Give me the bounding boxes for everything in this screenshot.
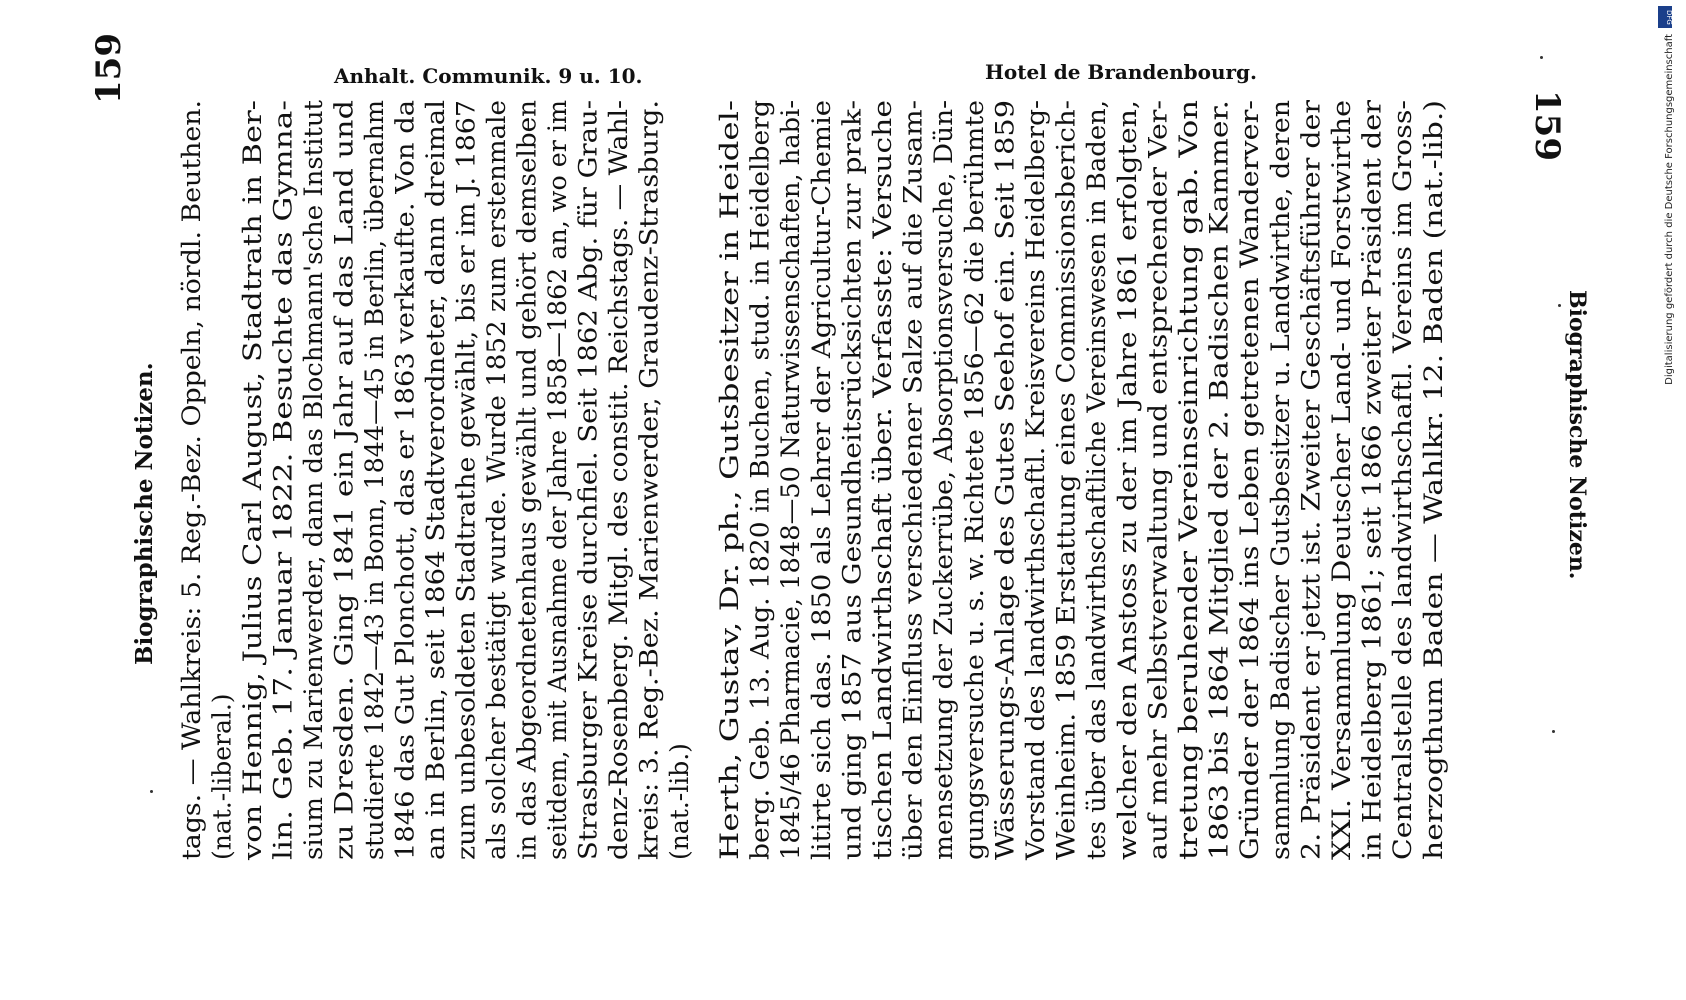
page-number: 159 bbox=[1527, 90, 1567, 161]
text-line: sium zu Marienwerder, dann das Blochmann'sche Institut bbox=[299, 128, 328, 860]
text-line: in das Abgeordnetenhaus gewählt und gehört demselben bbox=[512, 134, 542, 860]
text-line: seitdem, mit Ausnahme der Jahre 1858—1862 an, wo er im bbox=[543, 109, 572, 860]
text-line: herzogthum Baden — Wahlkr. 12. Baden (nat.-lib.) bbox=[1418, 222, 1448, 860]
text-line: lin. Geb. 17. Januar 1822. Besuchte das Gymna- bbox=[268, 252, 298, 860]
text-line: Weinheim. 1859 Erstattung eines Commissionsberich- bbox=[1051, 172, 1081, 860]
text-line: (nat.-lib.) bbox=[665, 743, 694, 860]
text-line: an in Berlin, seit 1864 Stadtverordneter, dann dreimal bbox=[421, 169, 450, 860]
digitization-notice: Digitalisierung gefördert durch die Deutsche Forschungsgemeinschaft bbox=[1664, 34, 1675, 385]
text-line: Wässerungs-Anlage des Gutes Seehof ein. Seit 1859 bbox=[990, 199, 1020, 860]
text-line: sammlung Badischer Gutsbesitzer u. Landwirthe, deren bbox=[1265, 149, 1295, 860]
dfg-logo: DFG bbox=[1658, 6, 1672, 28]
text-line: studierte 1842—43 in Bonn, 1844—45 in Berlin, übernahm bbox=[360, 112, 389, 860]
text-line: zum unbesoldeten Stadtrathe gewählt, bis er im J. 1867 bbox=[451, 152, 481, 860]
text-line: zu Dresden. Ging 1841 ein Jahr auf das Land und bbox=[329, 233, 359, 860]
header-rotated bbox=[89, 33, 158, 665]
text-line: als solcher bestätigt wurde. Wurde 1852 zum erstenmale bbox=[482, 132, 511, 860]
text-line: über den Einfluss verschiedener Salze auf die Zusam- bbox=[898, 177, 928, 860]
text-line: 1846 das Gut Plonchott, das er 1863 verkaufte. Von da bbox=[390, 164, 420, 860]
text-line: Herth, Gustav, Dr. ph., Gutsbesitzer in Heidel- bbox=[715, 275, 744, 860]
text-line: Vorstand des landwirthschaftl. Kreisvereins Heidelberg- bbox=[1021, 146, 1050, 860]
text-line: mensetzung der Zuckerrübe, Absorptionsversuche, Dün- bbox=[929, 140, 959, 860]
page-number-rotated: 159 bbox=[89, 33, 129, 104]
text-line: und ging 1857 aus Gesundheitsrücksichten zur prak- bbox=[837, 186, 867, 860]
text-line: Gründer der 1864 ins Leben getretenen Wanderver- bbox=[1235, 197, 1265, 860]
running-title: Biographische Notizen. bbox=[1564, 290, 1590, 580]
column-left bbox=[177, 100, 694, 862]
text-line: litirte sich das. 1850 als Lehrer der Agricultur-Chemie bbox=[806, 167, 836, 860]
scan-speck bbox=[1558, 304, 1561, 307]
text-line: von Hennig, Julius Carl August, Stadtrath in Ber- bbox=[238, 237, 267, 860]
text-line: Strasburger Kreise durchfiel. Seit 1862 Abg. für Grau- bbox=[573, 167, 603, 860]
text-line: denz-Rosenberg. Mitgl. des constit. Reichstags. — Wahl- bbox=[604, 144, 633, 860]
text-line: kreis: 3. Reg.-Bez. Marienwerder, Graudenz-Strasburg. bbox=[634, 159, 664, 860]
section-head-right: Hotel de Brandenbourg. bbox=[985, 60, 1257, 84]
scan-speck bbox=[1540, 56, 1543, 59]
running-title-rotated: Biographische Notizen. bbox=[131, 362, 158, 665]
text-line: tags. — Wahlkreis: 5. Reg.-Bez. Oppeln, nördl. Beuthen. bbox=[177, 151, 206, 860]
text-line: auf mehr Selbstverwaltung und entsprechender Ver- bbox=[1143, 191, 1173, 860]
column-right bbox=[715, 100, 1448, 861]
text-line: tischen Landwirthschaft über. Verfasste: Versuche bbox=[868, 222, 897, 860]
text-line: tretung beruhender Vereinseinrichtung gab. Von bbox=[1174, 241, 1203, 860]
scan-speck bbox=[150, 790, 153, 793]
text-line: (nat.-liberal.) bbox=[207, 693, 237, 860]
text-line: berg. Geb. 13. Aug. 1820 in Buchen, stud. in Heidelberg bbox=[745, 144, 775, 860]
text-line: Centralstelle des landwirthschaftl. Vereins im Gross- bbox=[1388, 190, 1418, 860]
text-line: 1863 bis 1864 Mitglied der 2. Badischen Kammer. bbox=[1204, 223, 1234, 860]
section-head-left: Anhalt. Communik. 9 u. 10. bbox=[334, 64, 643, 88]
text-line: XXI. Versammlung Deutscher Land- und Forstwirthe bbox=[1327, 193, 1356, 860]
text-line: welcher den Anstoss zu der im Jahre 1861 erfolgten, bbox=[1112, 191, 1142, 860]
text-line: 1845/46 Pharmacie, 1848—50 Naturwissenschaften, habi- bbox=[776, 120, 806, 860]
text-line: gungsversuche u. s. w. Richtete 1856—62 die berühmte bbox=[959, 152, 989, 860]
text-line: in Heidelberg 1861; seit 1866 zweiter Präsident der bbox=[1357, 198, 1387, 860]
text-line: 2. Präsident er jetzt ist. Zweiter Geschäftsführer der bbox=[1296, 191, 1326, 860]
scan-speck bbox=[1552, 730, 1555, 733]
text-line: tes über das landwirthschaftliche Vereinswesen in Baden, bbox=[1082, 125, 1112, 860]
